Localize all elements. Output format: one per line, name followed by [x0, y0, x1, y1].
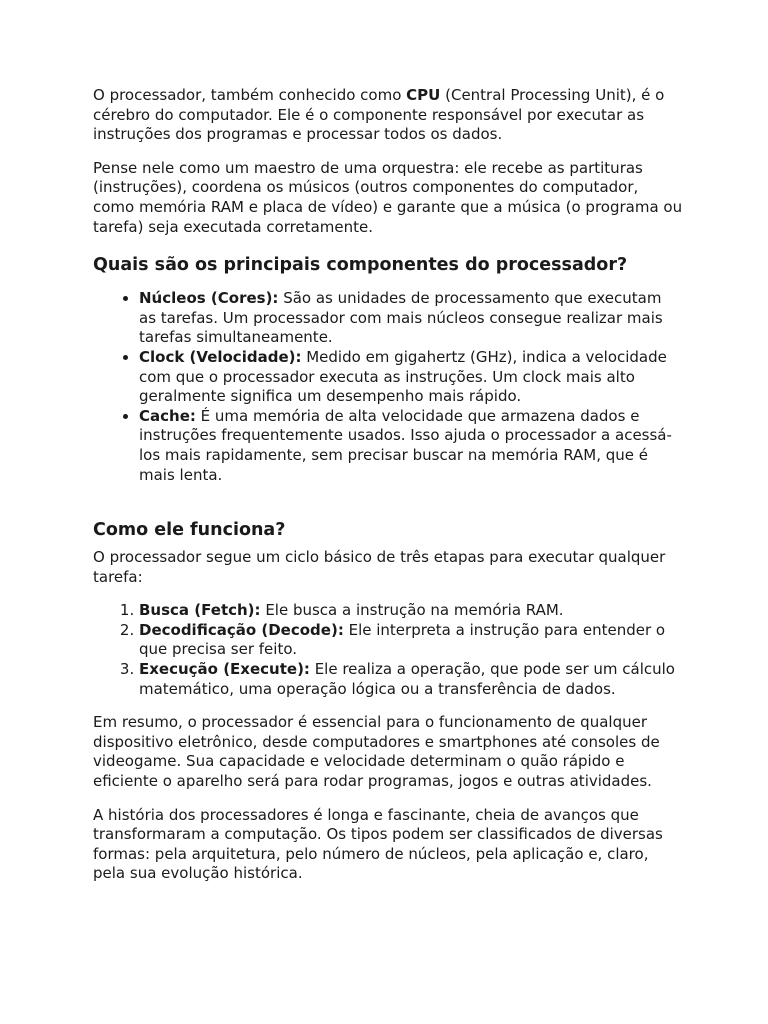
- intro-text-a: O processador, também conhecido como: [93, 86, 407, 104]
- list-item: [139, 621, 683, 660]
- item-term: Clock (Velocidade):: [139, 347, 302, 366]
- list-item: [139, 407, 683, 485]
- intro-text-c: (Central Processing Unit), é o cérebro do computador. Ele é o componente responsável por executar as instruções dos programas e processar todos os dados.: [93, 86, 665, 144]
- step-text: Ele realiza a operação, que pode ser um cálculo matemático, uma operação lógica ou a transferência de dados.: [139, 660, 675, 698]
- list-item: [139, 289, 683, 348]
- step-term: Decodificação (Decode):: [139, 620, 344, 639]
- step-term: Execução (Execute):: [139, 660, 310, 679]
- history-paragraph: A história dos processadores é longa e fascinante, cheia de avanços que transformaram a computação. Os tipos podem ser classificados de diversas formas: pela arquitetura, pelo número de núcleos, pela aplicação e, claro, pela sua evolução histórica.: [93, 805, 663, 883]
- step-term: Busca (Fetch):: [139, 601, 261, 620]
- components-list: [93, 289, 683, 485]
- item-text: Medido em gigahertz (GHz), indica a velocidade com que o processador executa as instruções. Um clock mais alto geralmente significa um desempenho mais rápido.: [139, 347, 667, 406]
- item-term: Núcleos (Cores):: [139, 289, 279, 308]
- intro-cpu-term: CPU: [406, 86, 441, 104]
- analogy-paragraph: Pense nele como um maestro de uma orquestra: ele recebe as partituras (instruções), coordena os músicos (outros componentes do computador, como memória RAM e placa de vídeo) e garante que a música (o programa ou tarefa) seja executada corretamente.: [93, 158, 683, 236]
- list-item: [139, 348, 683, 407]
- item-text: São as unidades de processamento que executam as tarefas. Um processador com mais núcleos consegue realizar mais tarefas simultaneamente.: [139, 289, 663, 347]
- step-text: Ele interpreta a instrução para entender o que precisa ser feito.: [139, 620, 666, 659]
- list-item: [139, 601, 683, 621]
- list-item: [139, 660, 683, 699]
- components-heading: Quais são os principais componentes do processador?: [93, 255, 628, 276]
- intro-paragraph: [93, 86, 683, 145]
- functioning-heading: Como ele funciona?: [93, 520, 286, 541]
- functioning-intro: O processador segue um ciclo básico de três etapas para executar qualquer tarefa:: [93, 548, 666, 586]
- steps-list: [93, 601, 683, 699]
- item-term: Cache:: [139, 406, 196, 425]
- step-text: Ele busca a instrução na memória RAM.: [260, 601, 564, 620]
- summary-paragraph: Em resumo, o processador é essencial para o funcionamento de qualquer dispositivo eletrônico, desde computadores e smartphones até consoles de videogame. Sua capacidade e velocidade determinam o quão rápido e eficiente o aparelho será para rodar programas, jogos e outras atividades.: [93, 713, 660, 791]
- item-text: É uma memória de alta velocidade que armazena dados e instruções frequentemente usados. Isso ajuda o processador a acessá-los mais rapidamente, sem precisar buscar na memória RAM, que é mais lenta.: [139, 406, 672, 484]
- document-body: [93, 86, 683, 898]
